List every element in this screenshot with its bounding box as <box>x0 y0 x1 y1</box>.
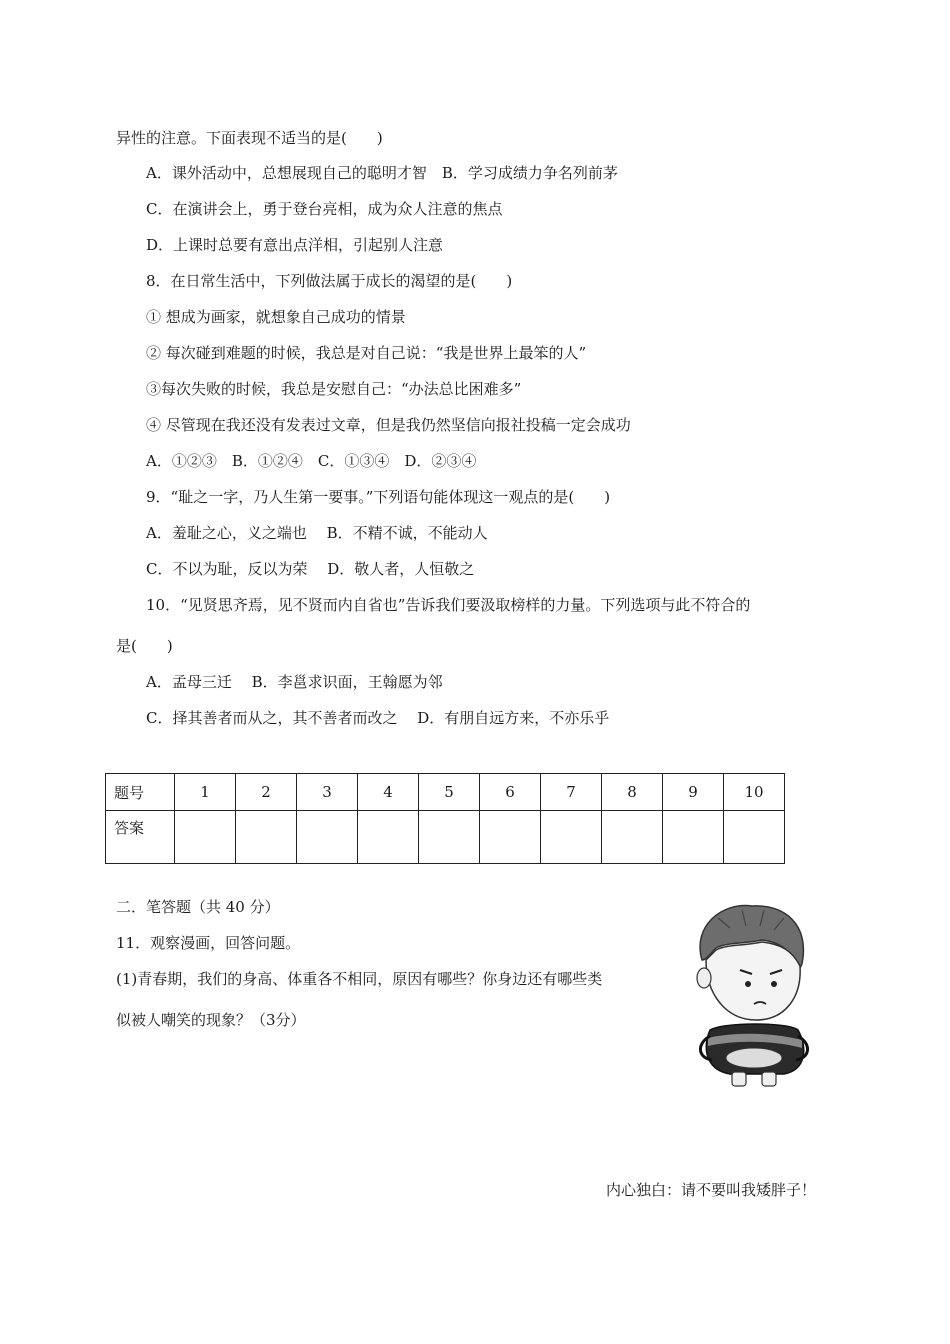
q10-stem: 10．“见贤思齐焉，见不贤而内自省也”告诉我们要汲取榜样的力量。下列选项与此不符合的 <box>146 596 751 614</box>
question-number: 2 <box>236 774 297 811</box>
question-number: 4 <box>358 774 419 811</box>
answer-table-header-row <box>106 774 785 811</box>
q7-option-ab: A．课外活动中，总想展现自己的聪明才智 B．学习成绩力争名列前茅 <box>146 164 618 182</box>
answer-label: 答案 <box>106 811 175 864</box>
question-number: 9 <box>663 774 724 811</box>
q9-option-cd: C．不以为耻，反以为荣 D．敬人者，人恒敬之 <box>146 560 475 578</box>
answer-cell[interactable] <box>602 811 663 864</box>
q7-option-d: D．上课时总要有意出点洋相，引起别人注意 <box>146 236 444 254</box>
cartoon-caption: 内心独白：请不要叫我矮胖子！ <box>606 1181 817 1199</box>
chubby-boy-cartoon <box>688 898 816 1088</box>
question-number: 3 <box>297 774 358 811</box>
section-2-title: 二．笔答题（共 40 分） <box>116 898 280 916</box>
answer-cell[interactable] <box>175 811 236 864</box>
q10-option-cd: C．择其善者而从之，其不善者而改之 D．有朋自远方来，不亦乐乎 <box>146 709 610 727</box>
q8-item-4: ④ 尽管现在我还没有发表过文章，但是我仍然坚信向报社投稿一定会成功 <box>146 416 631 434</box>
answer-cell[interactable] <box>236 811 297 864</box>
q11-part-1-line-2: 似被人嘲笑的现象？（3分） <box>116 1011 306 1029</box>
answer-cell[interactable] <box>419 811 480 864</box>
q9-stem: 9．“耻之一字，乃人生第一要事。”下列语句能体现这一观点的是( ) <box>146 488 611 506</box>
answer-table-answer-row <box>106 811 785 864</box>
question-number-label: 题号 <box>106 774 175 811</box>
answer-cell[interactable] <box>724 811 785 864</box>
question-number: 10 <box>724 774 785 811</box>
q10-stem-continuation: 是( ) <box>116 637 173 655</box>
question-number: 7 <box>541 774 602 811</box>
q11-stem: 11．观察漫画，回答问题。 <box>116 934 301 952</box>
question-number: 8 <box>602 774 663 811</box>
q7-stem-continuation: 异性的注意。下面表现不适当的是( ) <box>116 129 383 147</box>
question-number: 6 <box>480 774 541 811</box>
q8-item-1: ① 想成为画家，就想象自己成功的情景 <box>146 308 406 326</box>
q8-options: A．①②③ B．①②④ C．①③④ D．②③④ <box>146 452 477 470</box>
q11-part-1-line-1: (1)青春期，我们的身高、体重各不相同，原因有哪些？你身边还有哪些类 <box>116 970 603 988</box>
q8-item-3: ③每次失败的时候，我总是安慰自己：“办法总比困难多” <box>146 380 522 398</box>
answer-cell[interactable] <box>358 811 419 864</box>
q10-option-ab: A．孟母三迁 B．李邕求识面，王翰愿为邻 <box>146 673 443 691</box>
question-number: 1 <box>175 774 236 811</box>
answer-cell[interactable] <box>480 811 541 864</box>
answer-table <box>105 773 785 864</box>
answer-cell[interactable] <box>541 811 602 864</box>
answer-cell[interactable] <box>663 811 724 864</box>
q8-stem: 8．在日常生活中，下列做法属于成长的渴望的是( ) <box>146 272 513 290</box>
q7-option-c: C．在演讲会上，勇于登台亮相，成为众人注意的焦点 <box>146 200 503 218</box>
answer-cell[interactable] <box>297 811 358 864</box>
q8-item-2: ② 每次碰到难题的时候，我总是对自己说：“我是世界上最笨的人” <box>146 344 587 362</box>
q9-option-ab: A．羞耻之心，义之端也 B．不精不诚，不能动人 <box>146 524 488 542</box>
question-number: 5 <box>419 774 480 811</box>
